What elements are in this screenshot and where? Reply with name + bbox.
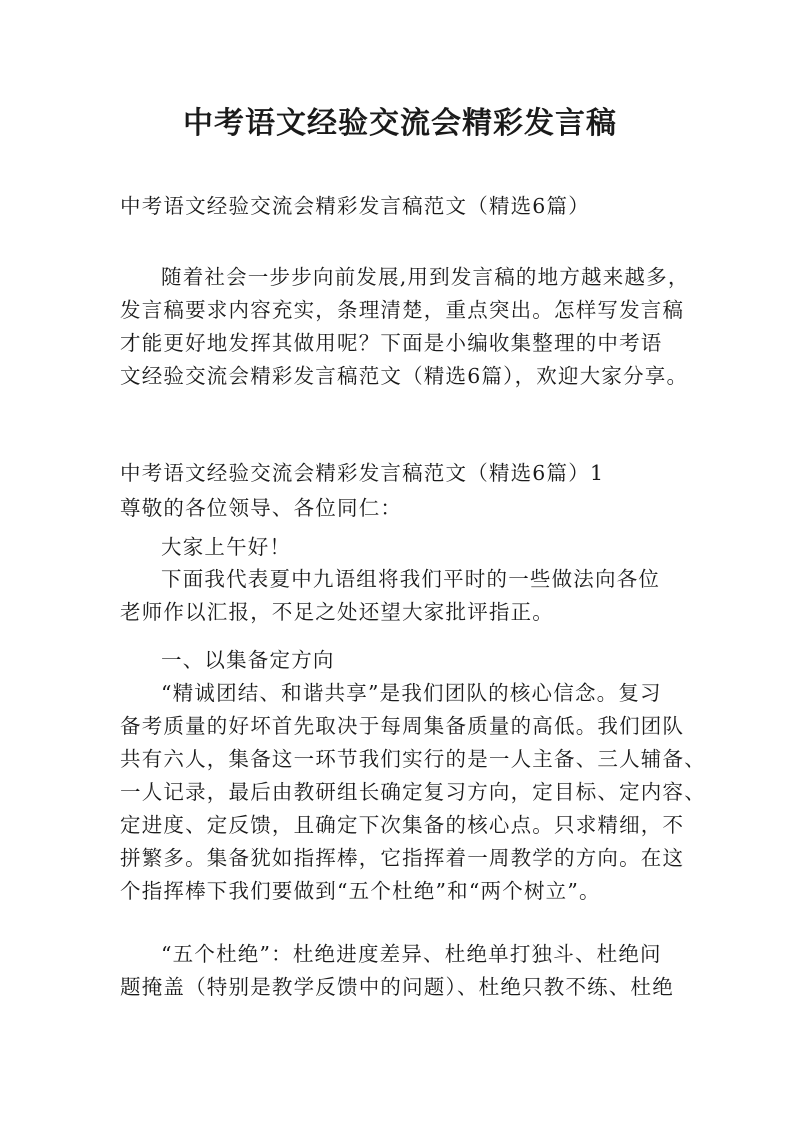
body-line: 一人记录，最后由教研组长确定复习方向，定目标、定内容、 <box>120 780 706 804</box>
document-title: 中考语文经验交流会精彩发言稿 <box>183 106 617 141</box>
body-line: 题掩盖（特别是教学反馈中的问题）、杜绝只教不练、杜绝 <box>120 975 674 999</box>
body-line: 共有六人，集备这一环节我们实行的是一人主备、三人辅备、 <box>120 747 706 771</box>
body-line: 拼繁多。集备犹如指挥棒，它指挥着一周教学的方向。在这 <box>120 846 685 870</box>
document-subtitle: 中考语文经验交流会精彩发言稿范文（精选6篇） <box>120 194 590 218</box>
salutation: 尊敬的各位领导、各位同仁： <box>120 496 403 520</box>
body-line: 老师作以汇报，不足之处还望大家批评指正。 <box>120 600 554 624</box>
body-line: “五个杜绝”：杜绝进度差异、杜绝单打独斗、杜绝问 <box>161 942 662 966</box>
body-paragraph-1 <box>120 563 695 629</box>
greeting: 大家上午好！ <box>161 535 292 559</box>
body-paragraph-2 <box>120 677 706 908</box>
intro-line: 发言稿要求内容充实，条理清楚，重点突出。怎样写发言稿 <box>120 298 685 322</box>
section-heading: 中考语文经验交流会精彩发言稿范文（精选6篇）1 <box>120 461 605 485</box>
body-line: 备考质量的好坏首先取决于每周集备质量的高低。我们团队 <box>120 714 685 738</box>
body-line: “精诚团结、和谐共享”是我们团队的核心信念。复习 <box>161 681 662 705</box>
intro-line: 才能更好地发挥其做用呢？下面是小编收集整理的中考语 <box>120 331 663 355</box>
intro-line: 随着社会一步步向前发展,用到发言稿的地方越来越多， <box>161 265 690 289</box>
body-line: 个指挥棒下我们要做到“五个杜绝”和“两个树立”。 <box>120 879 601 903</box>
body-paragraph-3 <box>120 938 695 1004</box>
body-line: 下面我代表夏中九语组将我们平时的一些做法向各位 <box>161 567 661 591</box>
intro-paragraph <box>120 261 695 393</box>
point-heading: 一、以集备定方向 <box>161 648 335 672</box>
body-line: 定进度、定反馈，且确定下次集备的核心点。只求精细，不 <box>120 813 685 837</box>
intro-line: 文经验交流会精彩发言稿范文（精选6篇），欢迎大家分享。 <box>120 364 689 388</box>
